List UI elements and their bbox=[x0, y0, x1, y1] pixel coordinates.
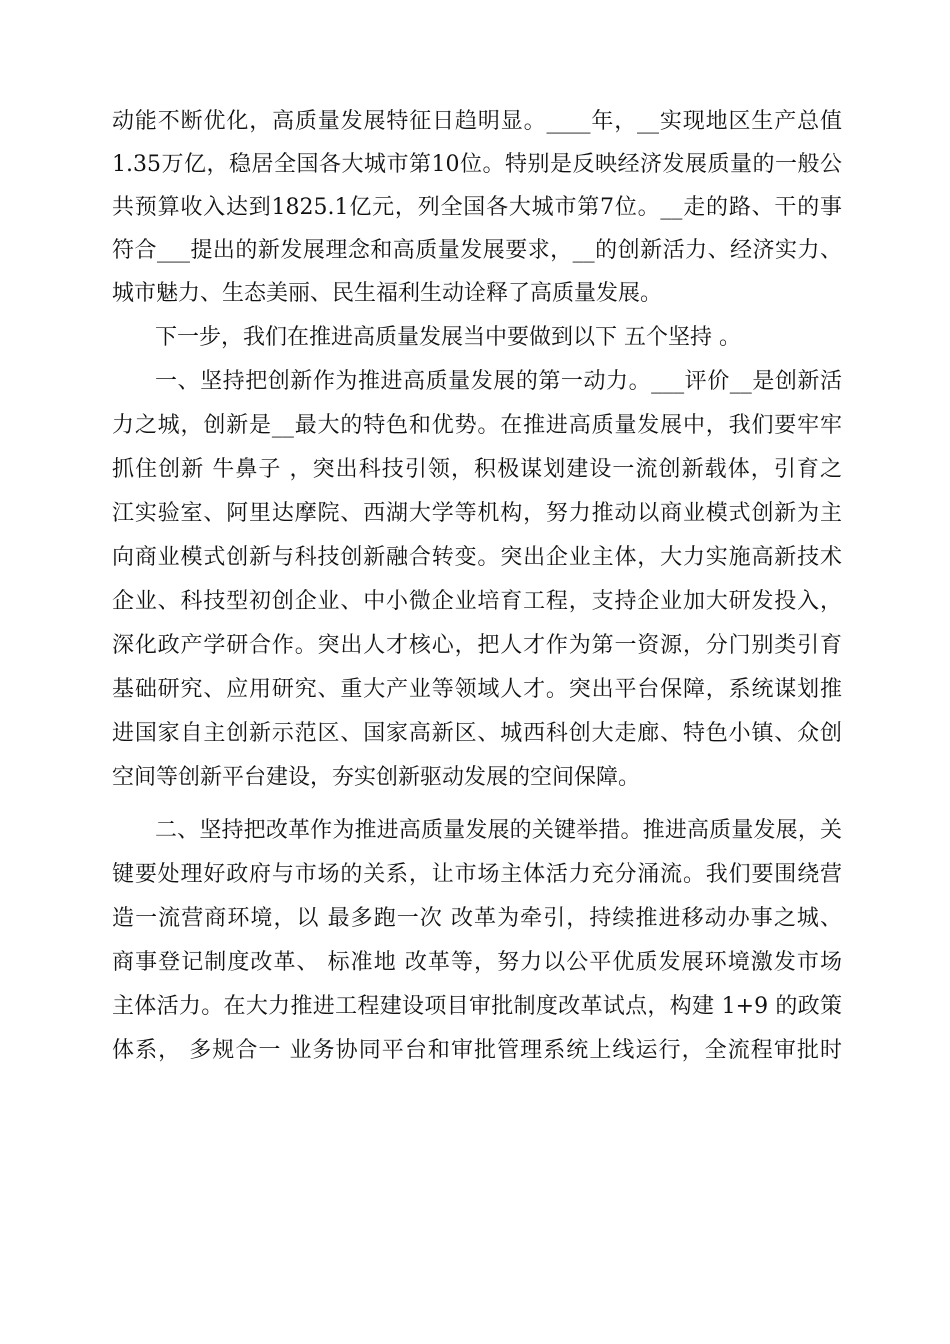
paragraph-first-line: 下一步，我们在推进高质量发展当中要做到以下 五个坚持 。 bbox=[155, 325, 741, 350]
text-line: 体系， 多规合一 业务协同平台和审批管理系统上线运行，全流程审批时 bbox=[112, 1038, 842, 1063]
text-line: 进国家自主创新示范区、国家高新区、城西科创大走廊、特色小镇、众创 bbox=[112, 721, 842, 746]
text-line: 造一流营商环境，以 最多跑一次 改革为牵引，持续推进移动办事之城、 bbox=[112, 906, 842, 931]
text-line: 键要处理好政府与市场的关系，让市场主体活力充分涌流。我们要围绕营 bbox=[112, 862, 842, 887]
text-line: 向商业模式创新与科技创新融合转变。突出企业主体，大力实施高新技术 bbox=[112, 545, 842, 570]
text-line: 主体活力。在大力推进工程建设项目审批制度改革试点，构建 1+9 的政策 bbox=[112, 994, 842, 1019]
paragraph-first-line: 一、坚持把创新作为推进高质量发展的第一动力。___评价__是创新活 bbox=[155, 369, 842, 394]
paragraph-first-line: 二、坚持把改革作为推进高质量发展的关键举措。推进高质量发展，关 bbox=[155, 818, 842, 843]
text-line: 企业、科技型初创企业、中小微企业培育工程，支持企业加大研发投入， bbox=[112, 589, 842, 614]
text-line: 深化政产学研合作。突出人才核心，把人才作为第一资源，分门别类引育 bbox=[112, 633, 842, 658]
text-line: 空间等创新平台建设，夯实创新驱动发展的空间保障。 bbox=[112, 765, 641, 790]
text-line: 抓住创新 牛鼻子 ，突出科技引领，积极谋划建设一流创新载体，引育之 bbox=[112, 457, 842, 482]
text-line: 城市魅力、生态美丽、民生福利生动诠释了高质量发展。 bbox=[112, 281, 663, 306]
text-line: 动能不断优化，高质量发展特征日趋明显。____年，__实现地区生产总值 bbox=[112, 109, 842, 134]
text-line: 共预算收入达到1825.1亿元，列全国各大城市第7位。__走的路、干的事 bbox=[112, 195, 842, 220]
text-line: 商事登记制度改革、 标准地 改革等，努力以公平优质发展环境激发市场 bbox=[112, 950, 842, 975]
text-line: 江实验室、阿里达摩院、西湖大学等机构，努力推动以商业模式创新为主 bbox=[112, 501, 842, 526]
text-line: 1.35万亿，稳居全国各大城市第10位。特别是反映经济发展质量的一般公 bbox=[112, 152, 842, 177]
text-line: 符合___提出的新发展理念和高质量发展要求，__的创新活力、经济实力、 bbox=[112, 238, 842, 263]
text-line: 力之城，创新是__最大的特色和优势。在推进高质量发展中，我们要牢牢 bbox=[112, 413, 842, 438]
text-line: 基础研究、应用研究、重大产业等领域人才。突出平台保障，系统谋划推 bbox=[112, 677, 842, 702]
